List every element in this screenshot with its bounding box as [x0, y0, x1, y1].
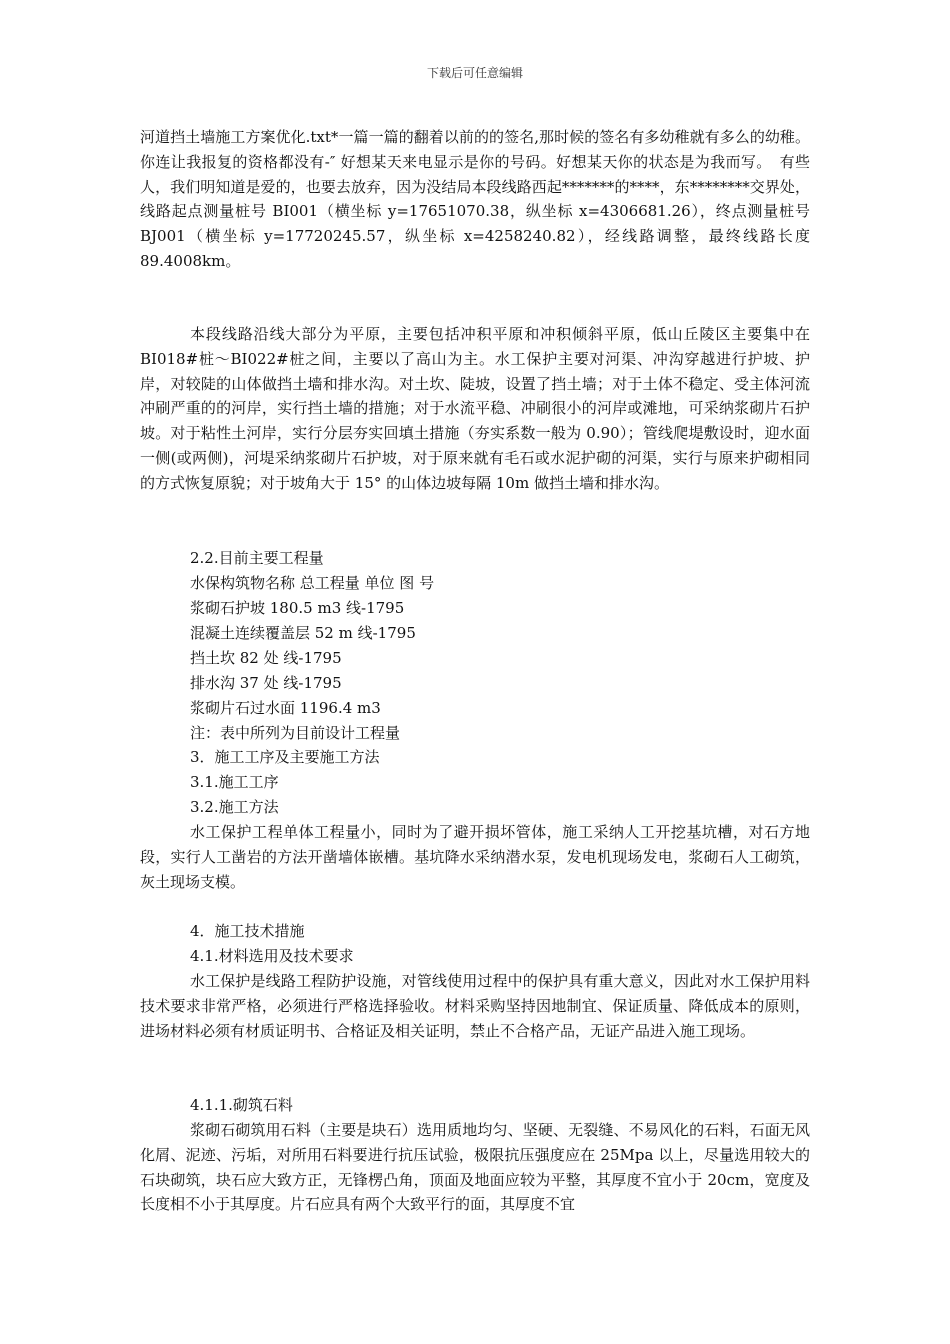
quantity-line: 混凝土连续覆盖层 52 m 线-1795 [190, 624, 416, 642]
paragraph-route-overview: 本段线路沿线大部分为平原，主要包括冲积平原和冲积倾斜平原，低山丘陵区主要集中在 BI018#桩～BI022#桩之间，主要以了高山为主。水工保护主要对河渠、冲沟穿越进行护坡、护岸，对较陡的山体做挡土墙和排水沟。对土坎、陡坡，设置了挡土墙；对于土体不稳定、受主体河流冲刷严重的的河岸，实行挡土墙的措施；对于水流平稳、冲刷很小的河岸或滩地，可采纳浆砌片石护坡。对于粘性土河岸，实行分层夯实回填土措施（夯实系数一般为 0.90）；管线爬堤敷设时，迎水面一侧(或两侧)，河堤采纳浆砌片石护坡，对于原来就有毛石或水泥护砌的河渠，实行与原来护砌相同的方式恢复原貌；对于坡角大于 15° 的山体边坡每隔 10m 做挡土墙和排水沟。 [140, 325, 810, 492]
paragraph-masonry-stone: 浆砌石砌筑用石料（主要是块石）选用质地均匀、坚硬、无裂缝、不易风化的石料，石面无风化屑、泥迹、污垢，对所用石料要进行抗压试验，极限抗压强度应在 25Mpa 以上，尽量选用较大的石块砌筑，块石应大致方正，无锋楞凸角，顶面及地面应较为平整，其厚度不宜小于 20cm，宽度及长度相不小于其厚度。片石应具有两个大致平行的面，其厚度不宜 [140, 1121, 810, 1214]
paragraph-material-requirements: 水工保护是线路工程防护设施，对管线使用过程中的保护具有重大意义，因此对水工保护用料技术要求非常严格，必须进行严格选择验收。材料采购坚持因地制宜、保证质量、降低成本的原则，进场材料必须有材质证明书、合格证及相关证明，禁止不合格产品，无证产品进入施工现场。 [140, 972, 810, 1040]
section-heading-4: 4．施工技术措施 [190, 922, 305, 940]
quantity-line: 排水沟 37 处 线-1795 [190, 674, 342, 692]
section-heading-2-2: 2.2.目前主要工程量 [190, 549, 324, 567]
table-note: 注：表中所列为目前设计工程量 [190, 724, 401, 742]
quantity-line: 挡土坎 82 处 线-1795 [190, 649, 342, 667]
section-heading-3-2: 3.2.施工方法 [190, 798, 279, 816]
quantity-line: 浆砌石护坡 180.5 m3 线-1795 [190, 599, 405, 617]
section-heading-3-1: 3.1.施工工序 [190, 773, 279, 791]
section-heading-4-1: 4.1.材料选用及技术要求 [190, 947, 354, 965]
paragraph-intro: 河道挡土墙施工方案优化.txt*一篇一篇的翻着以前的的签名,那时候的签名有多幼稚就有多么的幼稚。你连让我报复的资格都没有-″ 好想某天来电显示是你的号码。好想某天你的状态是为我而写。 有些人，我们明知道是爱的，也要去放弃，因为没结局本段线路西起*******的****，东********交界处，线路起点测量桩号 BI001（横坐标 y=17651070.38，纵坐标 x=4306681.26），终点测量桩号 BJ001（横坐标 y=17720245.57，纵坐标 x=4258240.82），经线路调整，最终线路长度 89.4008km。 [140, 128, 810, 270]
quantity-line: 浆砌片石过水面 1196.4 m3 [190, 699, 381, 717]
paragraph-construction-method: 水工保护工程单体工程量小，同时为了避开损坏管体，施工采纳人工开挖基坑槽，对石方地段，实行人工凿岩的方法开凿墙体嵌槽。基坑降水采纳潜水泵，发电机现场发电，浆砌石人工砌筑，灰土现场支模。 [140, 823, 810, 891]
section-heading-4-1-1: 4.1.1.砌筑石料 [190, 1096, 293, 1114]
section-heading-3: 3．施工工序及主要施工方法 [190, 748, 380, 766]
page-header: 下载后可任意编辑 [426, 66, 523, 80]
table-header-line: 水保构筑物名称 总工程量 单位 图 号 [190, 574, 435, 592]
